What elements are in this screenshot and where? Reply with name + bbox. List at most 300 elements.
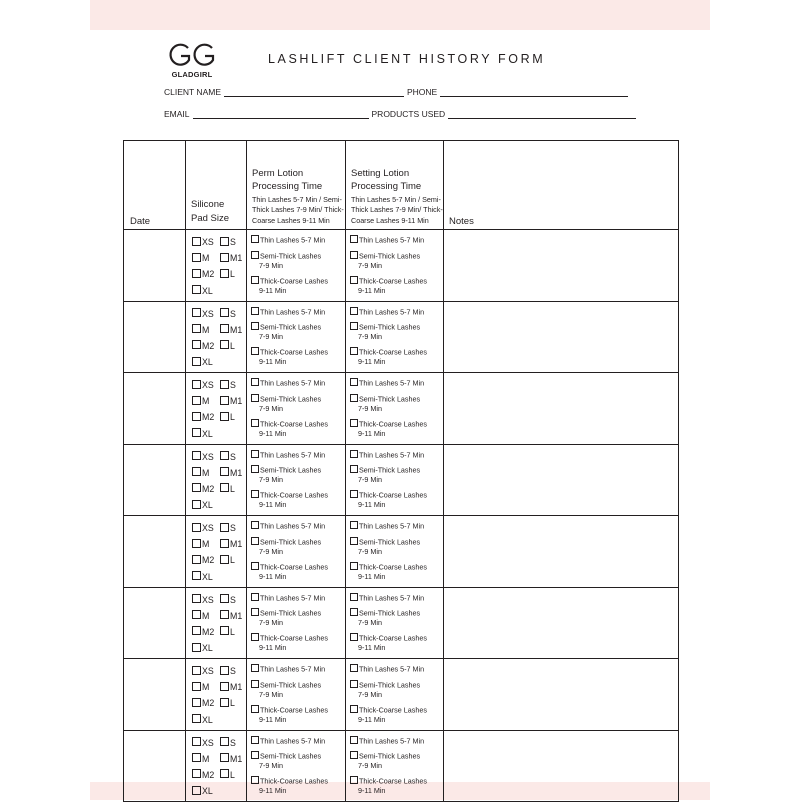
checkbox-icon[interactable] [220, 539, 229, 548]
pad-size-option[interactable] [192, 552, 220, 568]
checkbox-icon[interactable] [220, 626, 229, 635]
processing-time-option[interactable] [251, 419, 345, 439]
processing-time-option[interactable] [350, 537, 443, 557]
checkbox-icon[interactable] [350, 490, 358, 498]
pad-size-option[interactable] [220, 322, 242, 338]
pad-size-option[interactable] [220, 592, 236, 608]
checkbox-icon[interactable] [251, 776, 259, 784]
table-row [124, 373, 679, 445]
checkbox-icon[interactable] [192, 786, 201, 795]
option-time-label: 9-11 Min [358, 571, 386, 581]
checkbox-icon[interactable] [350, 307, 358, 315]
processing-time-option[interactable] [350, 378, 443, 388]
pad-size-label: S [230, 308, 236, 319]
checkbox-icon[interactable] [220, 308, 229, 317]
checkbox-icon[interactable] [220, 769, 229, 778]
processing-time-option[interactable] [350, 276, 443, 296]
processing-time-option[interactable] [350, 751, 443, 771]
checkbox-icon[interactable] [192, 253, 201, 262]
checkbox-icon[interactable] [192, 666, 201, 675]
checkbox-icon[interactable] [220, 396, 229, 405]
checkbox-icon[interactable] [251, 537, 259, 545]
processing-time-option[interactable] [251, 490, 345, 510]
pad-size-line [192, 338, 246, 354]
pad-size-option[interactable] [220, 393, 242, 409]
checkbox-icon[interactable] [251, 521, 259, 529]
checkbox-icon[interactable] [350, 251, 358, 259]
pad-size-label: M [202, 324, 210, 335]
processing-time-option[interactable] [251, 705, 345, 725]
perm-lotion-options-cell [247, 659, 346, 731]
pad-size-option[interactable] [220, 679, 242, 695]
pad-size-option[interactable] [192, 663, 220, 679]
pad-size-option[interactable] [220, 266, 235, 282]
pad-size-option[interactable] [192, 409, 220, 425]
pad-size-option[interactable] [192, 712, 220, 728]
date-cell[interactable] [124, 301, 186, 373]
pad-size-label: S [230, 451, 236, 462]
checkbox-icon[interactable] [251, 347, 259, 355]
pad-size-label: XL [202, 357, 213, 368]
checkbox-icon[interactable] [192, 539, 201, 548]
option-label: Semi-Thick Lashes [260, 680, 322, 689]
processing-time-option[interactable] [251, 633, 345, 653]
pad-size-label: M2 [202, 269, 215, 280]
checkbox-icon[interactable] [251, 322, 259, 330]
pad-size-label: S [230, 666, 236, 676]
client-name-field[interactable] [224, 88, 404, 97]
date-cell[interactable] [124, 230, 186, 302]
checkbox-icon[interactable] [220, 666, 229, 675]
checkbox-icon[interactable] [220, 451, 229, 460]
pad-size-line [192, 322, 246, 338]
pad-size-line [192, 592, 246, 608]
notes-cell[interactable] [444, 373, 679, 445]
option-label: Semi-Thick Lashes [359, 537, 421, 546]
option-label: Semi-Thick Lashes [260, 537, 322, 546]
pad-size-option[interactable] [192, 250, 220, 266]
processing-time-option[interactable] [350, 736, 443, 746]
checkbox-icon[interactable] [350, 465, 358, 473]
pad-size-label: M2 [202, 340, 215, 351]
checkbox-icon[interactable] [192, 428, 201, 437]
pad-size-label: M1 [230, 539, 243, 550]
checkbox-icon[interactable] [192, 357, 201, 366]
checkbox-icon[interactable] [350, 562, 358, 570]
phone-field[interactable] [440, 88, 628, 97]
checkbox-icon[interactable] [251, 736, 259, 744]
processing-time-option[interactable] [251, 751, 345, 771]
setting-lotion-options-cell [346, 230, 444, 302]
checkbox-icon[interactable] [192, 340, 201, 349]
checkbox-icon[interactable] [192, 396, 201, 405]
pad-size-option[interactable] [220, 552, 235, 568]
checkbox-icon[interactable] [220, 324, 229, 333]
pad-size-option[interactable] [220, 536, 242, 552]
pad-size-option[interactable] [192, 569, 220, 585]
option-label: Semi-Thick Lashes [359, 680, 421, 689]
pad-size-cell [186, 373, 247, 445]
checkbox-icon[interactable] [350, 776, 358, 784]
pad-size-line [192, 354, 246, 370]
checkbox-icon[interactable] [251, 751, 259, 759]
products-used-label: PRODUCTS USED [371, 109, 446, 119]
checkbox-icon[interactable] [251, 680, 259, 688]
processing-time-option[interactable] [251, 307, 345, 317]
checkbox-icon[interactable] [192, 626, 201, 635]
processing-time-option[interactable] [350, 322, 443, 342]
checkbox-icon[interactable] [220, 253, 229, 262]
pad-size-option[interactable] [192, 377, 220, 393]
processing-time-option[interactable] [251, 450, 345, 460]
notes-cell[interactable] [444, 230, 679, 302]
pad-size-option[interactable] [192, 751, 220, 767]
email-field[interactable] [193, 110, 369, 119]
pad-size-option[interactable] [220, 520, 236, 536]
pad-size-option[interactable] [220, 735, 236, 751]
notes-cell[interactable] [444, 516, 679, 588]
processing-time-option[interactable] [251, 664, 345, 674]
option-label: Thick-Coarse Lashes [260, 419, 328, 428]
checkbox-icon[interactable] [192, 610, 201, 619]
pad-size-option[interactable] [192, 497, 220, 513]
checkbox-icon[interactable] [192, 555, 201, 564]
checkbox-icon[interactable] [251, 276, 259, 284]
checkbox-icon[interactable] [220, 555, 229, 564]
processing-time-option[interactable] [350, 307, 443, 317]
processing-time-option[interactable] [350, 562, 443, 582]
notes-cell[interactable] [444, 659, 679, 731]
perm-lotion-options-cell [247, 444, 346, 516]
processing-time-option[interactable] [251, 562, 345, 582]
checkbox-icon[interactable] [251, 490, 259, 498]
date-cell[interactable] [124, 587, 186, 659]
pad-size-option[interactable] [220, 481, 235, 497]
checkbox-icon[interactable] [251, 633, 259, 641]
pad-size-line [192, 520, 246, 536]
checkbox-icon[interactable] [220, 237, 229, 246]
pad-size-label: L [230, 555, 235, 566]
pad-size-option[interactable] [220, 409, 235, 425]
date-cell[interactable] [124, 444, 186, 516]
checkbox-icon[interactable] [350, 521, 358, 529]
table-row [124, 659, 679, 731]
pad-size-option[interactable] [220, 767, 235, 783]
checkbox-icon[interactable] [350, 705, 358, 713]
perm-lotion-subtitle: Processing Time [252, 180, 323, 192]
pad-size-option[interactable] [192, 322, 220, 338]
pad-size-option[interactable] [220, 624, 235, 640]
processing-time-option[interactable] [251, 394, 345, 414]
pad-size-header-line1: Silicone [191, 199, 225, 210]
checkbox-icon[interactable] [350, 680, 358, 688]
pad-size-cell [186, 230, 247, 302]
processing-time-option[interactable] [251, 537, 345, 557]
processing-time-option[interactable] [251, 465, 345, 485]
checkbox-icon[interactable] [192, 682, 201, 691]
checkbox-icon[interactable] [251, 608, 259, 616]
processing-time-option[interactable] [251, 608, 345, 628]
option-label: Thin Lashes 5-7 Min [260, 307, 326, 316]
pad-size-option[interactable] [220, 449, 236, 465]
checkbox-icon[interactable] [220, 753, 229, 762]
processing-time-option[interactable] [350, 593, 443, 603]
checkbox-icon[interactable] [192, 643, 201, 652]
pad-size-option[interactable] [220, 608, 242, 624]
pad-size-label: M2 [202, 483, 215, 494]
pad-size-option[interactable] [192, 426, 220, 442]
processing-time-option[interactable] [251, 521, 345, 531]
perm-lotion-title: Perm Lotion [252, 167, 304, 179]
checkbox-icon[interactable] [251, 394, 259, 402]
date-cell[interactable] [124, 659, 186, 731]
checkbox-icon[interactable] [192, 571, 201, 580]
date-cell[interactable] [124, 516, 186, 588]
checkbox-icon[interactable] [220, 412, 229, 421]
option-time-label: 9-11 Min [358, 714, 386, 724]
pad-size-option[interactable] [220, 338, 235, 354]
setting-lotion-options-cell [346, 516, 444, 588]
checkbox-icon[interactable] [251, 593, 259, 601]
option-time-label: 7-9 Min [259, 403, 283, 413]
option-label: Semi-Thick Lashes [359, 251, 421, 260]
option-label: Thin Lashes 5-7 Min [359, 664, 425, 674]
processing-time-option[interactable] [251, 347, 345, 367]
checkbox-icon[interactable] [251, 235, 259, 243]
option-label: Semi-Thick Lashes [359, 751, 421, 761]
option-label: Thick-Coarse Lashes [359, 347, 427, 357]
processing-time-option[interactable] [350, 633, 443, 653]
notes-cell[interactable] [444, 587, 679, 659]
checkbox-icon[interactable] [220, 380, 229, 389]
checkbox-icon[interactable] [192, 698, 201, 707]
processing-time-option[interactable] [251, 276, 345, 296]
checkbox-icon[interactable] [220, 698, 229, 707]
option-time-label: 9-11 Min [259, 357, 287, 366]
checkbox-icon[interactable] [350, 347, 358, 355]
pad-size-option[interactable] [192, 520, 220, 536]
checkbox-icon[interactable] [192, 483, 201, 492]
pad-size-option[interactable] [220, 306, 236, 322]
checkbox-icon[interactable] [220, 523, 229, 532]
pad-size-line [192, 608, 246, 624]
option-label: Thin Lashes 5-7 Min [260, 521, 326, 531]
pad-size-line [192, 751, 246, 767]
processing-time-option[interactable] [350, 450, 443, 460]
pad-size-line [192, 640, 246, 656]
checkbox-icon[interactable] [220, 483, 229, 492]
checkbox-icon[interactable] [192, 594, 201, 603]
checkbox-icon[interactable] [350, 751, 358, 759]
checkbox-icon[interactable] [192, 412, 201, 421]
pad-size-label: M1 [230, 753, 243, 764]
perm-lotion-times: Thin Lashes 5-7 Min / Semi-Thick Lashes 7-9 Min/ Thick-Coarse Lashes 9-11 Min [252, 194, 344, 225]
checkbox-icon[interactable] [251, 562, 259, 570]
pad-size-option[interactable] [192, 283, 220, 299]
processing-time-option[interactable] [350, 521, 443, 531]
processing-time-option[interactable] [251, 776, 345, 796]
processing-time-option[interactable] [251, 251, 345, 271]
processing-time-option[interactable] [350, 776, 443, 796]
checkbox-icon[interactable] [350, 450, 358, 458]
pad-size-option[interactable] [220, 663, 236, 679]
option-label: Thin Lashes 5-7 Min [260, 736, 326, 745]
processing-time-option[interactable] [350, 251, 443, 271]
checkbox-icon[interactable] [251, 251, 259, 259]
checkbox-icon[interactable] [251, 307, 259, 315]
checkbox-icon[interactable] [350, 633, 358, 641]
pad-size-label: M2 [202, 412, 215, 423]
pad-size-line [192, 449, 246, 465]
processing-time-option[interactable] [350, 490, 443, 510]
products-used-field[interactable] [448, 110, 636, 119]
pad-size-option[interactable] [192, 695, 220, 711]
pad-size-option[interactable] [192, 481, 220, 497]
checkbox-icon[interactable] [220, 340, 229, 349]
checkbox-icon[interactable] [350, 419, 358, 427]
date-cell[interactable] [124, 373, 186, 445]
checkbox-icon[interactable] [192, 467, 201, 476]
checkbox-icon[interactable] [251, 465, 259, 473]
option-time-label: 9-11 Min [259, 643, 287, 652]
checkbox-icon[interactable] [220, 737, 229, 746]
checkbox-icon[interactable] [192, 285, 201, 294]
pad-size-option[interactable] [192, 449, 220, 465]
processing-time-option[interactable] [350, 664, 443, 674]
pad-size-option[interactable] [192, 640, 220, 656]
pad-size-option[interactable] [220, 234, 236, 250]
checkbox-icon[interactable] [192, 769, 201, 778]
date-cell[interactable] [124, 730, 186, 802]
checkbox-icon[interactable] [192, 324, 201, 333]
checkbox-icon[interactable] [192, 380, 201, 389]
pad-size-label: S [230, 594, 236, 605]
checkbox-icon[interactable] [192, 237, 201, 246]
checkbox-icon[interactable] [220, 269, 229, 278]
checkbox-icon[interactable] [350, 276, 358, 284]
pad-size-option[interactable] [192, 735, 220, 751]
checkbox-icon[interactable] [220, 610, 229, 619]
processing-time-option[interactable] [350, 235, 443, 245]
checkbox-icon[interactable] [251, 705, 259, 713]
pad-size-option[interactable] [220, 465, 242, 481]
pad-size-line [192, 465, 246, 481]
option-time-label: 7-9 Min [259, 618, 283, 627]
pad-size-label: M [202, 753, 210, 764]
pad-size-option[interactable] [192, 354, 220, 370]
checkbox-icon[interactable] [192, 269, 201, 278]
pad-size-option[interactable] [192, 608, 220, 624]
pad-size-option[interactable] [192, 536, 220, 552]
pad-size-option[interactable] [192, 783, 220, 799]
checkbox-icon[interactable] [192, 451, 201, 460]
pad-size-option[interactable] [220, 751, 242, 767]
checkbox-icon[interactable] [192, 500, 201, 509]
processing-time-option[interactable] [251, 378, 345, 388]
checkbox-icon[interactable] [192, 308, 201, 317]
checkbox-icon[interactable] [251, 419, 259, 427]
pad-size-option[interactable] [192, 624, 220, 640]
option-time-label: 7-9 Min [259, 332, 283, 341]
checkbox-icon[interactable] [350, 322, 358, 330]
pad-size-label: XS [202, 451, 214, 462]
pad-size-option[interactable] [192, 679, 220, 695]
checkbox-icon[interactable] [251, 664, 259, 672]
processing-time-option[interactable] [251, 235, 345, 245]
pad-size-line [192, 266, 246, 282]
checkbox-icon[interactable] [350, 664, 358, 672]
checkbox-icon[interactable] [350, 608, 358, 616]
processing-time-option[interactable] [350, 419, 443, 439]
checkbox-icon[interactable] [192, 753, 201, 762]
option-label: Thick-Coarse Lashes [359, 490, 427, 500]
checkbox-icon[interactable] [220, 682, 229, 691]
pad-size-option[interactable] [192, 465, 220, 481]
processing-time-option[interactable] [350, 608, 443, 628]
checkbox-icon[interactable] [350, 394, 358, 402]
perm-lotion-options-cell [247, 230, 346, 302]
notes-cell[interactable] [444, 730, 679, 802]
checkbox-icon[interactable] [251, 450, 259, 458]
checkbox-icon[interactable] [192, 737, 201, 746]
processing-time-option[interactable] [350, 465, 443, 485]
checkbox-icon[interactable] [220, 467, 229, 476]
processing-time-option[interactable] [251, 680, 345, 700]
pad-size-option[interactable] [192, 266, 220, 282]
pad-size-label: S [230, 380, 236, 390]
pad-size-label: L [230, 769, 235, 780]
processing-time-option[interactable] [251, 736, 345, 746]
pad-size-option[interactable] [192, 234, 220, 250]
checkbox-icon[interactable] [350, 537, 358, 545]
checkbox-icon[interactable] [192, 714, 201, 723]
pad-size-option[interactable] [220, 377, 236, 393]
pad-size-option[interactable] [192, 592, 220, 608]
processing-time-option[interactable] [350, 705, 443, 725]
pad-size-option[interactable] [192, 306, 220, 322]
option-label: Thick-Coarse Lashes [359, 419, 427, 428]
pad-size-cell [186, 659, 247, 731]
table-body [124, 230, 679, 802]
processing-time-option[interactable] [350, 394, 443, 414]
pad-size-option[interactable] [192, 767, 220, 783]
pad-size-line [192, 695, 246, 711]
option-label: Thick-Coarse Lashes [359, 562, 427, 571]
checkbox-icon[interactable] [350, 593, 358, 601]
pad-size-option[interactable] [192, 338, 220, 354]
setting-lotion-subtitle: Processing Time [351, 180, 422, 192]
checkbox-icon[interactable] [350, 235, 358, 243]
processing-time-option[interactable] [350, 347, 443, 367]
checkbox-icon[interactable] [192, 523, 201, 532]
checkbox-icon[interactable] [350, 378, 358, 386]
checkbox-icon[interactable] [251, 378, 259, 386]
notes-cell[interactable] [444, 301, 679, 373]
pad-size-option[interactable] [192, 393, 220, 409]
notes-cell[interactable] [444, 444, 679, 516]
option-time-label: 9-11 Min [259, 285, 287, 295]
checkbox-icon[interactable] [350, 736, 358, 744]
processing-time-option[interactable] [350, 680, 443, 700]
perm-lotion-options-cell [247, 301, 346, 373]
pad-size-line [192, 735, 246, 751]
pad-size-option[interactable] [220, 250, 242, 266]
checkbox-icon[interactable] [220, 594, 229, 603]
pad-size-option[interactable] [220, 695, 235, 711]
processing-time-option[interactable] [251, 322, 345, 342]
processing-time-option[interactable] [251, 593, 345, 603]
option-label: Thin Lashes 5-7 Min [359, 521, 425, 531]
